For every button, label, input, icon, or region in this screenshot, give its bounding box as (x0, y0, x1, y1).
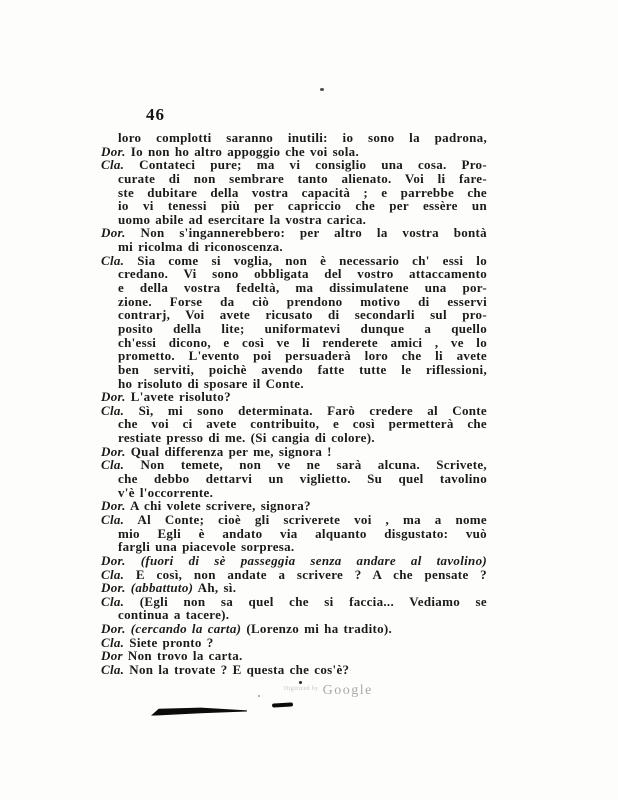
page-number: 46 (146, 105, 165, 124)
text-line: zione. Forse da ciò prendono motivo di esservi (118, 293, 487, 309)
speaker-label: Cla. (101, 511, 125, 527)
speaker-label: Dor. (101, 225, 126, 241)
speaker-label: Cla. (101, 157, 125, 173)
speaker-label: Cla. (101, 252, 125, 268)
stage-direction: (fuori di sè passeggia senza andare al tavolino) (140, 552, 487, 568)
text-line: Dor Non trovo la carta. (101, 648, 243, 664)
ink-dash-mark (272, 702, 293, 707)
speaker-label: Dor. (101, 621, 126, 637)
text-line: Cla. Sì, mi sono determinata. Farò credere al Conte (101, 402, 487, 418)
text-line: mi ricolma di riconoscenza. (118, 239, 283, 255)
text-line: ben serviti, poichè avendo fatte tutte le riflessioni, (118, 361, 487, 377)
text-line: ste dubitare della vostra capacità ; e parrebbe che (118, 184, 487, 200)
text-line: posito della lite; uniformatevi dunque a quello (118, 320, 487, 336)
speaker-label: Dor. (101, 498, 126, 514)
text-line: mio Egli è andato via alquanto disgustato: vuò (118, 525, 487, 541)
speaker-label: Cla. (101, 661, 125, 677)
speaker-label: Cla. (101, 566, 125, 582)
speaker-label: Dor. (101, 389, 126, 405)
text-line: Cla. E così, non andate a scrivere ? A che pensate ? (101, 566, 487, 582)
text-line: prometto. L'evento poi persuaderà loro che li avete (118, 348, 487, 364)
speaker-label: Dor. (101, 552, 126, 568)
text-line: che debbo dettarvi un viglietto. Su quel tavolino (118, 471, 487, 487)
speaker-label: Cla. (101, 593, 125, 609)
text-line: Cla. Sia come si voglia, non è necessario ch' essi lo (101, 252, 488, 268)
speaker-label: Dor. (101, 443, 126, 459)
text-line: fargli una piacevole sorpresa. (118, 539, 295, 555)
text-line: ho risoluto di sposare il Conte. (118, 375, 304, 391)
text-line: restiate presso di me. (Si cangia di colore). (118, 430, 375, 446)
text-line: curate di non sembrare tanto alienato. Voi li fare- (118, 170, 487, 186)
text-line: Dor. (abbattuto) Ah, sì. (101, 580, 237, 596)
text-line: io vi tenessi più per capriccio che per essère un (118, 198, 487, 214)
text-line: credano. Vi sono obbligata del vostro attaccamento (118, 266, 487, 282)
scan-speck (258, 695, 260, 697)
speaker-label: Dor (101, 648, 123, 664)
text-line: Cla. Al Conte; cioè gli scriverete voi , ma a nome (101, 511, 487, 527)
speaker-label: Cla. (101, 634, 125, 650)
text-line: Cla. Non la trovate ? E questa che cos'è? (101, 661, 350, 677)
text-line: Dor. Qual differenza per me, signora ! (101, 443, 332, 459)
text-line: Dor. Io non ho altro appoggio che voi sola. (101, 143, 359, 159)
text-line: loro complotti saranno inutili: io sono la padrona, (118, 130, 487, 145)
google-logo-text: Google (322, 683, 373, 698)
text-line: Dor. Non s'ingannerebbero: per altro la vostra bontà (101, 225, 487, 241)
stage-direction: (cercando la carta) (130, 621, 242, 637)
text-line: v'è l'occorrente. (118, 484, 214, 500)
speaker-label: Cla. (101, 402, 125, 418)
stage-direction: (abbattuto) (130, 580, 194, 596)
text-line (101, 554, 487, 568)
speaker-label: Cla. (101, 457, 125, 473)
ink-smudge-mark (151, 706, 247, 718)
text-line: Cla. Siete pronto ? (101, 634, 214, 650)
text-line: uomo abile ad esercitare la vostra carica. (118, 211, 367, 227)
text-line: contrarj, Voi avete ricusato di secondarli sul pro- (118, 307, 487, 323)
text-line: che voi ci avete contribuito, e così permetterà che (118, 416, 487, 432)
digitized-by-label: Digitized by (284, 686, 319, 692)
speaker-label: Dor. (101, 143, 126, 159)
text-line: e della vostra fedeltà, ma dissimulatene una por- (118, 280, 487, 296)
text-line: Cla. Contateci pure; ma vi consiglio una cosa. Pro- (101, 157, 487, 173)
text-line: Cla. Non temete, non ve ne sarà alcuna. Scrivete, (101, 457, 487, 473)
speaker-label: Dor. (101, 580, 126, 596)
text-line: Dor. L'avete risoluto? (101, 389, 231, 405)
text-line: continua a tacere). (118, 607, 230, 623)
scan-speck (320, 88, 324, 91)
text-line: ch'essi dicono, e così ve li renderete amici , ve lo (118, 334, 487, 350)
text-line: Dor. (cercando la carta) (Lorenzo mi ha tradito). (101, 621, 393, 637)
text-line: Dor. A chi volete scrivere, signora? (101, 498, 311, 514)
text-block (101, 131, 487, 677)
text-line: Cla. (Egli non sa quel che si faccia... Vediamo se (101, 593, 487, 609)
google-watermark (284, 681, 373, 699)
